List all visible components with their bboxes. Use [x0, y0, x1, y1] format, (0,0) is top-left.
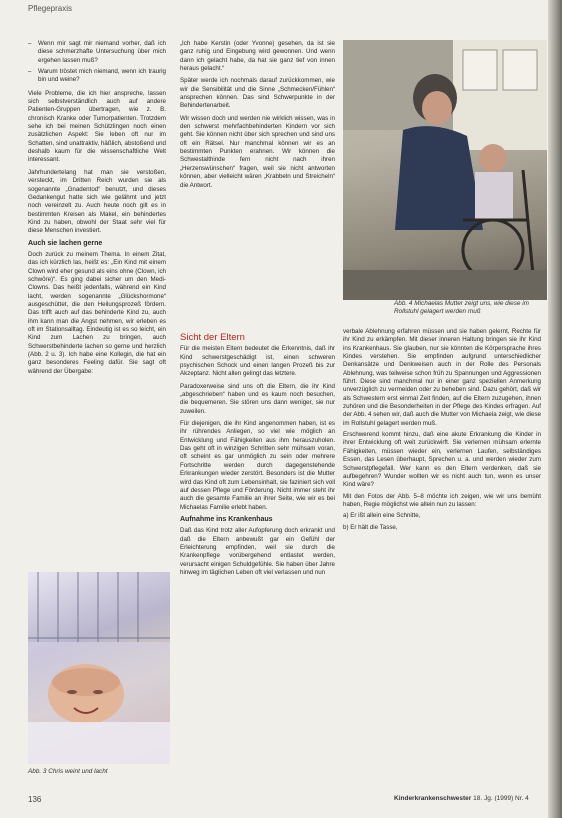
- journal-footer: [394, 795, 529, 802]
- caption-fig4: Abb. 4 Michaelas Mutter zeigt uns, wie diese im Rollstuhl gelagert werden muß: [394, 300, 529, 315]
- list-item: b) Er hält die Tasse,: [343, 523, 398, 531]
- paragraph: Wir wissen doch und werden nie wirklich wissen, was in den schwerst mehrfachbehinderten Kindern vor sich geht. Sie können nicht über sich sprechen und sind uns oft ein Rätsel. Nur manchmal können wir es an bestimmten Punkten erahnen. Wir können die Schwestalthinde fern nicht nach ihren „Herzenswünschen“ fragen, weil sie nicht antworten können, aber vielleicht wären „Krabbeln und Streicheln“ die Antwort.: [180, 114, 335, 189]
- page-number: 136: [28, 795, 42, 804]
- paragraph: Viele Probleme, die ich hier anspreche, lassen sich selbstverständlich auch auf andere Patienten-Gruppen übertragen, wie z. B. chronisch Kranke oder Tumorpatienten. Trotzdem sehe ich bei meinen Schützlingen noch einen zusätzlichen Aspekt: Sie leben oft nur im Schatten, sind unattraktiv, häßlich, abstoßend und deshalb kaum für die wissenschaftliche Welt interessant.: [28, 89, 166, 164]
- paragraph: Später werde ich nochmals darauf zurückkommen, wie wir die Sensibilität und die Sinne „Schmecken/Fühlen“ ansprechen können. Das sind Schwerpunkte in der Behindertenarbeit.: [180, 77, 335, 110]
- photo-illustration: [28, 572, 170, 764]
- column-middle-upper: [180, 40, 335, 194]
- section-heading-lachen: Auch sie lachen gerne: [28, 239, 103, 247]
- paragraph: verbale Ablehnung erfahren müssen und sie haben gelernt, Rechte für ihr Kind zu erkämpfen. Mit dieser inneren Haltung bringen sie ihr Kind ins Krankenhaus. Sie glauben, nur sie könnten die Körpersprache ihres Kindes verstehen. Sie empfinden aufgrund unterschiedlicher Denkansätze und Denkweisen auch in der Rolle des Personals Ablehnung, was teilweise schon früh zu Spannungen und Aggressionen führt. Diese sind manchmal nur in einer ganz speziellen Anmerkung unverzüglich zu vermeiden oder zu beheben sind. Dazu gehört, daß wir als Schwestern erst einmal Zeit finden, auf die Eltern zuzugehen, ihnen zuhören und die Besonderheiten in der Pflege des Kindes erfragen. Auf der Abb. 4 sehen wir, daß auch die Mutter von Michaela zeigt, wie diese im Rollstuhl gelagert werden muß.: [343, 328, 541, 427]
- binding-shadow: [548, 0, 562, 818]
- paragraph: Jahrhundertelang hat man sie verstoßen, versteckt, im Dritten Reich wurden sie als sogenannte „Gnadentod“ benutzt, und dieses Gedankengut hatte sich wie gelähmt und jetzt noch vereinzelt zu. Auch heute noch gilt es in bestimmten Kreisen als Makel, ein behindertes Kind zu haben, obwohl der Staat sehr viel für diese Menschen investiert.: [28, 168, 166, 235]
- paragraph: „Ich habe Kerstin (oder Yvonne) gesehen, da ist sie ganz ruhig und Eingebung wird gewonnen. Und wenn dann ich gelacht habe, da hat sie ganz tief von innen heraus gelacht.“: [180, 40, 335, 73]
- section-heading-eltern: Sicht der Eltern: [180, 332, 245, 343]
- caption-fig3: Abb. 3 Chris weint und lacht: [28, 768, 108, 775]
- column-right: [343, 328, 541, 535]
- column-left: [28, 40, 166, 380]
- list-item: – Wenn mir sagt mir niemand vorher, daß ich diese schmerzhafte Untersuchung über mich ergehen lassen muß?: [28, 40, 166, 65]
- photo-child-in-bed: [28, 572, 170, 764]
- question-list: [28, 40, 166, 85]
- journal-name: Kinderkrankenschwester: [394, 795, 472, 802]
- paragraph: Für diejenigen, die ihr Kind angenommen haben, ist es ihr rührendes Anliegen, so viel wie möglich an Entwicklung und Fähigkeiten aus ihm herauszuholen. Das geht oft in winzigen Schritten sehr mühsam voran, oft scheint es gar unmöglich zu sein oder mehrere Fortschritte werden durch dagegenstehende Erkrankungen wieder zerstört. Besonders ist die Mutter wird das Kind oft zum Lebensinhalt, sie faziniert sich voll auf dessen Pflege und Förderung. Nicht immer steht ihr auch die gesamte Familie an ihrer Seite, wie wir es bei Michaelas Familie erlebt haben.: [180, 420, 335, 511]
- paragraph: Erschwerend kommt hinzu, daß eine akute Erkrankung die Kinder in ihrer Entwicklung oft weit zurückwirft. Sie verlernen mühsam erlernte Fähigkeiten, müssen wieder ein, verlernen Laufen, selbständiges Essen, das Lesen überhaupt, Sprechen u. a. und werden wieder zum Schwerstpflegefall. Wer kann es den Eltern verdenken, daß sie aufbegehren? Wunder wollten wir es nicht auch tun, wenn es unser Kind wäre?: [343, 431, 541, 489]
- paragraph: Mit den Fotos der Abb. 5–8 möchte ich zeigen, wie wir uns bemüht haben, Regie möglichst wie allein nun zu lassen:: [343, 492, 541, 508]
- section-heading-krankenhaus: Aufnahme ins Krankenhaus: [180, 515, 273, 523]
- paragraph: Doch zurück zu meinem Thema. In einem Zitat, das ich kürzlich las, heißt es: „Ein Kind mit einem Clown wird eher gesund als eins ohne (Clown, ich schwöre)“. Es ging dabei sicher um den Medi-Clowns. Das heißt jedenfalls, während ein Kind lacht, werden sogenannte „Glückshormone“ ausgeschüttet, die den Heilungsprozeß fördern. Das trifft auch auf das behinderte Kind zu, auch ihm kann man die Angst nehmen, wir erleben es oft im Stationsalltag. Eindeutig ist es so leicht, ein Kind zum Lachen zu bringen, auch Schwerstbehinderte lachen so gerne und herzlich (Abb. 2 u. 3). Ich habe eine Kollegin, die hat ein ganz besonderes Feeling dafür. Sie sagt oft während der Übergabe:: [28, 250, 166, 375]
- list-item: – Warum tröstet mich niemand, wenn ich traurig bin und weine?: [28, 68, 166, 85]
- paragraph: Für die meisten Eltern bedeutet die Erkenntnis, daß ihr Kind schwerstgeschädigt ist, einen schweren psychischen Schock und einen langen Prozeß bis zur Akzeptanz. Nicht allen gelingt das letztere.: [180, 345, 335, 378]
- photo-mother-wheelchair: [343, 40, 547, 300]
- running-head: Pflegepraxis: [28, 4, 73, 13]
- column-middle-lower: [180, 328, 335, 581]
- paragraph: Daß das Kind trotz aller Aufopferung doch erkrankt und daß die Eltern anbewußt gar ein Gefühl der Erleichterung empfinden, weil sie durch die Krankenpflege vorübergehend entlastet werden, verursacht einigen Schuldgefühle. Sie haben über Jahre hinweg im täglichen Leben oft viel verlassen und nun: [180, 527, 335, 576]
- list-item: a) Er ißt allein eine Schnitte,: [343, 512, 421, 520]
- journal-issue: 18. Jg. (1999) Nr. 4: [473, 795, 529, 802]
- paragraph: Paradoxerweise sind uns oft die Eltern, die ihr Kind „abgeschrieben“ haben und es kaum noch besuchen, die bequemeren. Sie stören uns dann weniger, sie nur zuweilen.: [180, 382, 335, 415]
- photo-illustration: [343, 40, 547, 300]
